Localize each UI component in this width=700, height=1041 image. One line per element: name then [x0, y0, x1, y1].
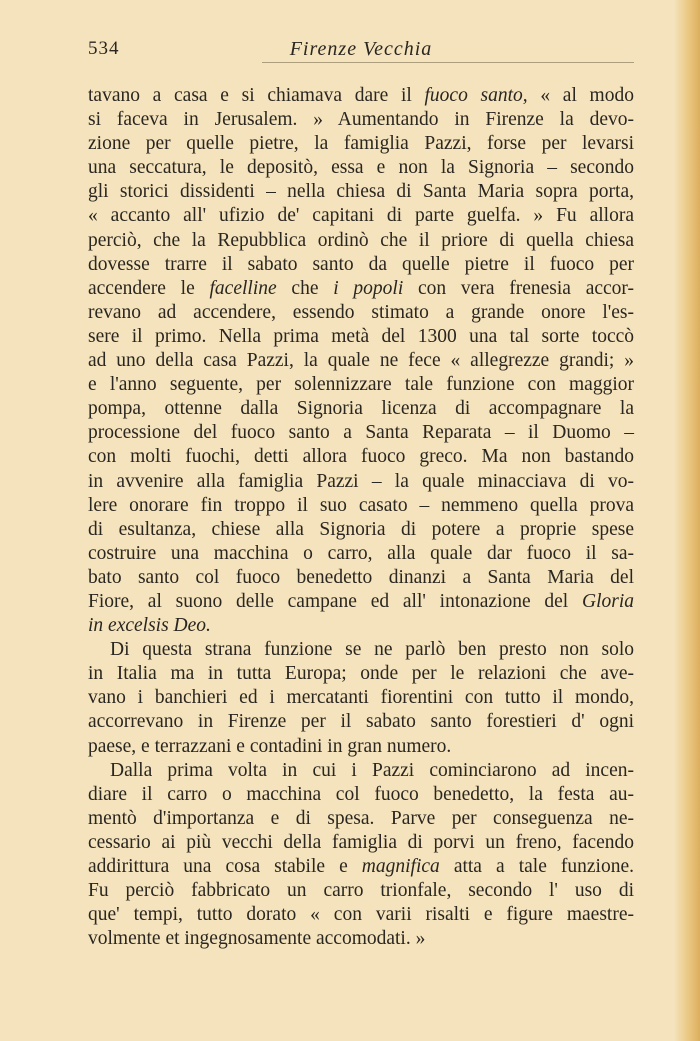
page-number: 534: [88, 38, 120, 59]
text-run: dovesse trarre il sabato santo da quelle pietre il fuoco per: [88, 253, 634, 275]
text-line: [88, 927, 634, 951]
text-run: que' tempi, tutto dorato « con varii risalti e figure maestre-: [88, 904, 634, 926]
text-line: [88, 662, 634, 686]
text-line: [88, 855, 634, 879]
page-edge-shadow: [674, 0, 700, 1041]
text-line: [88, 831, 634, 855]
text-line: [88, 180, 634, 204]
text-run: processione del fuoco santo a Santa Reparata – il Duomo –: [88, 422, 634, 444]
text-run: addirittura una cosa stabile e: [88, 856, 362, 877]
text-line: [88, 421, 634, 445]
text-run: sere il primo. Nella prima metà del 1300 una tal sorte toccò: [88, 325, 634, 347]
running-title: Firenze Vecchia: [289, 38, 433, 60]
text-line: [88, 759, 634, 783]
text-line: [88, 710, 634, 734]
italic-run: fuoco santo,: [424, 85, 528, 106]
text-line: [88, 735, 634, 759]
text-line: [88, 879, 634, 903]
text-run: Fiore, al suono delle campane ed all' intonazione del: [88, 590, 582, 612]
text-line: [88, 614, 634, 638]
italic-run: in excelsis Deo.: [88, 615, 211, 637]
text-line: [88, 686, 634, 710]
text-line: [88, 373, 634, 397]
text-run: ad uno della casa Pazzi, la quale ne fece « allegrezze grandi; »: [88, 350, 634, 372]
text-line: [88, 325, 634, 349]
text-line: [88, 903, 634, 927]
text-run: con molti fuochi, detti allora fuoco greco. Ma non bastando: [88, 446, 634, 468]
text-run: di esultanza, chiese alla Signoria di potere a proprie spese: [88, 518, 634, 540]
text-run: in Italia ma in tutta Europa; onde per le relazioni che ave-: [88, 663, 634, 685]
text-line: [88, 638, 634, 662]
text-line: [88, 301, 634, 325]
text-run: tavano a casa e si chiamava dare il: [88, 85, 425, 106]
body-text: [88, 84, 634, 951]
text-run: volmente et ingegnosamente accomodati. »: [88, 928, 426, 950]
text-run: che: [276, 277, 334, 299]
text-line: [88, 494, 634, 518]
text-run: Di questa strana funzione se ne parlò ben presto non solo: [110, 639, 634, 661]
text-run: mentò d'importanza e di spesa. Parve per conseguenza ne-: [88, 807, 634, 829]
text-line: [88, 807, 634, 831]
text-line: [88, 132, 634, 156]
text-run: cessario ai più vecchi della famiglia di porvi un freno, facendo: [88, 831, 634, 853]
text-run: zione per quelle pietre, la famiglia Pazzi, forse per levarsi: [88, 133, 634, 155]
text-line: [88, 253, 634, 277]
text-line: [88, 277, 634, 301]
italic-run: magnifica: [361, 856, 440, 877]
text-run: pompa, ottenne dalla Signoria licenza di accompagnare la: [88, 398, 634, 420]
text-run: vano i banchieri ed i mercatanti fiorentini con tutto il mondo,: [88, 687, 634, 709]
text-run: revano ad accendere, essendo stimato a grande onore l'es-: [88, 301, 634, 323]
text-run: accendere le: [88, 277, 210, 299]
text-line: [88, 156, 634, 180]
text-run: Fu perciò fabbricato un carro trionfale, secondo l' uso di: [88, 880, 634, 902]
text-line: [88, 84, 634, 108]
text-line: [88, 542, 634, 566]
italic-run: Gloria: [581, 590, 634, 612]
header-rule: [262, 62, 634, 63]
text-run: atta a tale funzione.: [439, 856, 634, 877]
text-run: si faceva in Jerusalem. » Aumentando in Firenze la devo-: [88, 109, 634, 131]
text-run: costruire una macchina o carro, alla quale dar fuoco il sa-: [88, 542, 634, 564]
text-run: gli storici dissidenti – nella chiesa di Santa Maria sopra porta,: [88, 181, 634, 203]
text-run: e l'anno seguente, per solennizzare tale funzione con maggior: [88, 374, 634, 396]
text-run: Dalla prima volta in cui i Pazzi cominciarono ad incen-: [110, 759, 634, 781]
text-run: perciò, che la Repubblica ordinò che il priore di quella chiesa: [88, 229, 634, 251]
text-line: [88, 445, 634, 469]
text-run: una seccatura, le depositò, essa e non la Signoria – secondo: [88, 157, 634, 179]
text-run: con vera frenesia accor-: [403, 277, 635, 299]
text-run: lere onorare fin troppo il suo casato – nemmeno quella prova: [88, 494, 634, 516]
text-run: « al modo: [527, 85, 634, 106]
text-run: accorrevano in Firenze per il sabato santo forestieri d' ogni: [88, 711, 634, 733]
text-line: [88, 397, 634, 421]
text-line: [88, 783, 634, 807]
italic-run: facelline: [209, 277, 277, 299]
text-line: [88, 590, 634, 614]
text-line: [88, 204, 634, 228]
text-line: [88, 108, 634, 132]
text-line: [88, 518, 634, 542]
text-line: [88, 349, 634, 373]
text-run: « accanto all' ufizio de' capitani di parte guelfa. » Fu allora: [88, 205, 634, 227]
text-line: [88, 470, 634, 494]
text-line: [88, 229, 634, 253]
italic-run: i popoli: [333, 277, 404, 299]
text-run: bato santo col fuoco benedetto dinanzi a Santa Maria del: [88, 566, 634, 588]
text-run: paese, e terrazzani e contadini in gran numero.: [88, 735, 452, 757]
text-run: diare il carro o macchina col fuoco benedetto, la festa au-: [88, 783, 634, 805]
text-run: in avvenire alla famiglia Pazzi – la quale minacciava di vo-: [88, 470, 634, 492]
text-line: [88, 566, 634, 590]
